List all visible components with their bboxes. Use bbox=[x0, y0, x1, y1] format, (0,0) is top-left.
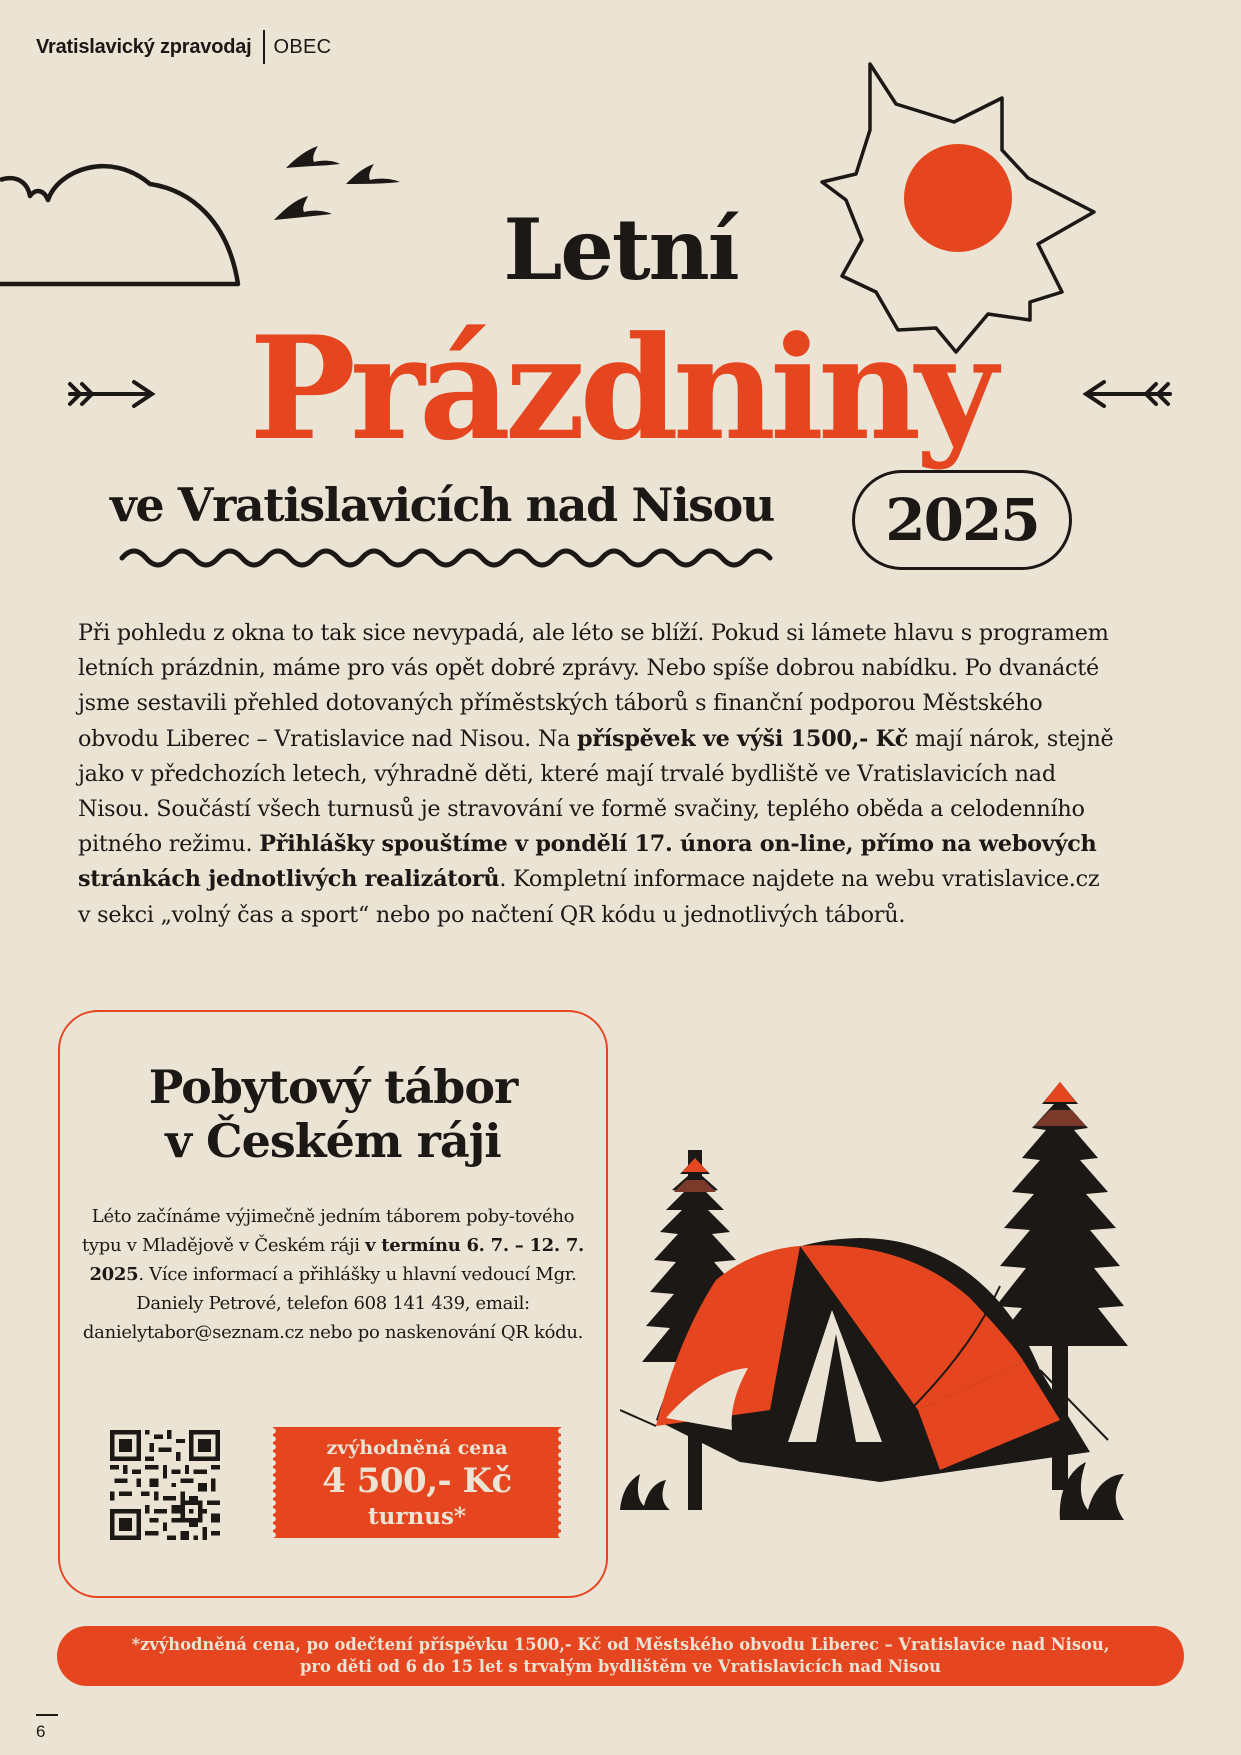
headline-letni: Letní bbox=[503, 200, 738, 299]
price-unit: turnus* bbox=[368, 1503, 466, 1530]
price-label: zvýhodněná cena bbox=[326, 1437, 508, 1459]
camp-text-2: . Více informací a přihlášky u hlavní vedoucí Mgr. Daniely Petrové, telefon 608 141 439, email: danielytabor@seznam.cz nebo po naskenování QR kódu. bbox=[82, 1264, 584, 1343]
intro-bold-registration: Přihlášky spouštíme v pondělí 17. února on-line, přímo na webových stránkách jednotlivých realizátorů bbox=[78, 831, 1097, 893]
camp-title-line1: Pobytový tábor bbox=[148, 1060, 518, 1114]
footnote-line1: *zvýhodněná cena, po odečtení příspěvku 1500,- Kč od Městského obvodu Liberec – Vratislavice nad Nisou, bbox=[131, 1635, 1110, 1654]
waves-decoration bbox=[122, 551, 770, 565]
footnote-banner bbox=[57, 1626, 1184, 1686]
year-badge: 2025 bbox=[852, 470, 1072, 570]
qr-code[interactable] bbox=[110, 1430, 220, 1540]
price-value: 4 500,- Kč bbox=[322, 1461, 512, 1501]
intro-bold-contribution: příspěvek ve výši 1500,- Kč bbox=[576, 725, 909, 752]
page-number: 6 bbox=[36, 1722, 46, 1741]
intro-text-3: . Kompletní informace najdete na webu vratislavice.cz v sekci „volný čas a sport“ nebo po načtení QR kódu u jednotlivých táborů. bbox=[78, 866, 1100, 928]
headline-prazdniny: Prázdniny bbox=[249, 306, 992, 472]
camp-title-line2: v Českém ráji bbox=[165, 1114, 501, 1168]
camp-description bbox=[80, 1202, 586, 1347]
publication-name: Vratislavický zpravodaj bbox=[36, 35, 252, 58]
page-number-rule bbox=[36, 1714, 58, 1716]
tent-illustration bbox=[620, 1070, 1200, 1530]
camp-title bbox=[58, 1060, 608, 1168]
footnote-line2: pro děti od 6 do 15 let s trvalým bydlištěm ve Vratislavicích nad Nisou bbox=[300, 1657, 941, 1676]
price-ticket bbox=[273, 1427, 561, 1538]
section-name: OBEC bbox=[273, 35, 332, 58]
intro-text-1: Při pohledu z okna to tak sice nevypadá, ale léto se blíží. Pokud si lámete hlavu s programem letních prázdnin, máme pro vás opět dobré zprávy. Nebo spíše dobrou nabídku. Po dvanácté jsme sestavili přehled dotovaných příměstských táborů s finanční podporou Městského obvodu Liberec – Vratislavice nad Nisou. Na bbox=[78, 620, 1109, 752]
intro-text-2: mají nárok, stejně jako v předchozích letech, výhradně děti, které mají trvalé bydliště ve Vratislavicích nad Nisou. Součástí všech turnusů je stravování ve formě svačiny, teplého oběda a celodenního pitného režimu. bbox=[78, 725, 1114, 858]
headline-location: ve Vratislavicích nad Nisou bbox=[110, 478, 774, 532]
intro-paragraph bbox=[78, 616, 1118, 933]
camp-text-1: Léto začínáme výjimečně jedním táborem poby-tového typu v Mladějově v Českém ráji bbox=[81, 1206, 575, 1256]
camp-date: v termínu 6. 7. – 12. 7. 2025 bbox=[89, 1235, 585, 1285]
